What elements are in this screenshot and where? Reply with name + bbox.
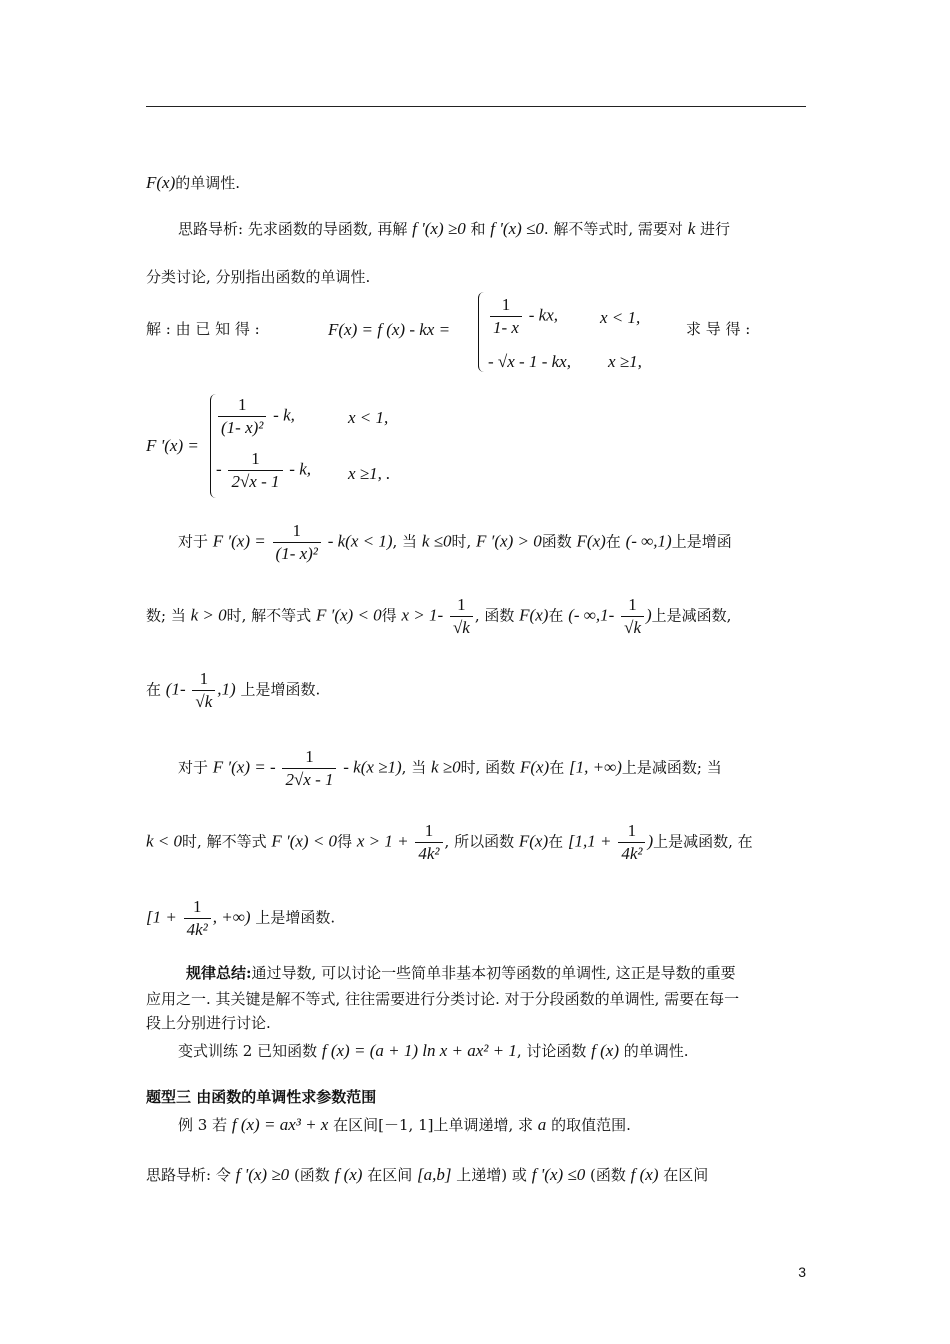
math: x > 1- bbox=[401, 605, 444, 625]
text: , 所以函数 bbox=[444, 832, 515, 851]
text: 段上分别进行讨论. bbox=[146, 1014, 271, 1032]
num: 1 bbox=[450, 594, 473, 617]
header-rule bbox=[146, 106, 806, 107]
fraction bbox=[273, 520, 321, 565]
text: 时, 函数 bbox=[460, 758, 516, 777]
math: ) bbox=[646, 605, 652, 625]
text: 时, 解不等式 bbox=[182, 832, 267, 851]
math: (- ∞,1) bbox=[625, 531, 672, 551]
math: x < 1, bbox=[348, 408, 389, 427]
text: , 讨论函数 bbox=[516, 1042, 587, 1060]
deriv-case-1-cond bbox=[348, 408, 388, 428]
fraction bbox=[218, 394, 266, 439]
line-3 bbox=[146, 266, 370, 287]
text: 在区间[－1, 1]上单调递增, 求 bbox=[333, 1116, 534, 1134]
deriv-lhs bbox=[146, 436, 199, 456]
den: 4k² bbox=[418, 844, 440, 863]
last-line bbox=[146, 1164, 708, 1185]
para-5 bbox=[146, 820, 753, 865]
math: f '(x) ≤0 bbox=[490, 219, 544, 238]
math: F ′(x) < 0 bbox=[315, 605, 382, 625]
text: 函数 bbox=[541, 532, 572, 551]
text: 通过导数, 可以讨论一些简单非基本初等函数的单调性, 这正是导数的重要 bbox=[251, 964, 736, 982]
section-title bbox=[146, 1086, 376, 1107]
math: f (x) = ax³ + x bbox=[231, 1115, 329, 1134]
text: 在区间 bbox=[367, 1166, 413, 1184]
math: f (x) bbox=[630, 1165, 659, 1184]
num: 1 bbox=[282, 746, 336, 769]
text: 时, 解不等式 bbox=[226, 606, 312, 625]
fraction bbox=[618, 820, 645, 865]
para-1 bbox=[178, 520, 732, 565]
math: a bbox=[537, 1115, 547, 1134]
math-Fx: F(x) bbox=[146, 173, 176, 192]
num: 1 bbox=[184, 896, 211, 919]
text: 例 3 若 bbox=[178, 1116, 228, 1134]
text: 在 bbox=[548, 832, 564, 851]
case-2 bbox=[488, 352, 571, 372]
solution-lead bbox=[146, 318, 260, 339]
math: F(x) bbox=[518, 831, 549, 851]
text: 上是增函数. bbox=[255, 908, 336, 927]
case-1 bbox=[488, 294, 558, 339]
case-1-cond bbox=[600, 308, 640, 328]
text: 在 bbox=[146, 680, 162, 699]
para-6 bbox=[146, 896, 335, 941]
den: √k bbox=[452, 618, 470, 637]
math: - k(x ≥1) bbox=[343, 757, 402, 777]
math: x < 1, bbox=[600, 308, 641, 327]
math: x ≥1, bbox=[608, 352, 642, 371]
summary-line-3 bbox=[146, 1012, 271, 1033]
text: 上是减函数, 在 bbox=[653, 832, 753, 851]
math: f (x) bbox=[591, 1041, 620, 1060]
page-number: 3 bbox=[798, 1264, 806, 1280]
math: F ′(x) = - bbox=[212, 757, 276, 777]
line-2 bbox=[178, 218, 730, 239]
text: 得 bbox=[337, 832, 353, 851]
deriv-case-1 bbox=[216, 394, 295, 439]
math: F ′(x) = bbox=[212, 531, 266, 551]
fraction bbox=[450, 594, 473, 639]
brace bbox=[478, 292, 485, 372]
fraction bbox=[184, 896, 211, 941]
text: , 函数 bbox=[474, 606, 515, 625]
den: 1- x bbox=[493, 318, 519, 337]
fraction bbox=[490, 294, 522, 339]
text: 的单调性. bbox=[175, 174, 241, 192]
math: k ≥0 bbox=[431, 757, 461, 777]
solution-lhs bbox=[328, 320, 450, 340]
math: - kx, bbox=[528, 305, 559, 325]
exercise-2 bbox=[178, 1040, 689, 1061]
den: √k bbox=[195, 692, 213, 711]
text: 的取值范围. bbox=[551, 1116, 631, 1134]
den: (1- x)² bbox=[221, 418, 264, 437]
text: 上是减函数; 当 bbox=[621, 758, 722, 777]
text: 上是增函数. bbox=[240, 680, 321, 699]
math: F(x) bbox=[576, 531, 606, 551]
text: , 当 bbox=[392, 532, 418, 551]
text: 上递增) 或 bbox=[456, 1166, 527, 1184]
math: - k, bbox=[273, 405, 295, 425]
den: √k bbox=[624, 618, 641, 637]
math: F ′(x) < 0 bbox=[271, 831, 338, 851]
num: 1 bbox=[618, 820, 645, 843]
math: f '(x) ≥0 bbox=[235, 1165, 290, 1184]
example-3 bbox=[178, 1114, 631, 1135]
math: x ≥1, . bbox=[348, 464, 391, 483]
math: [1 + bbox=[146, 907, 177, 927]
math: - √x - 1 - kx, bbox=[488, 352, 571, 371]
text: 变式训练 2 已知函数 bbox=[178, 1042, 318, 1060]
text: 思路导析: 先求函数的导函数, 再解 bbox=[178, 220, 408, 238]
den: 4k² bbox=[186, 920, 208, 939]
math: - k, bbox=[289, 459, 311, 479]
deriv-case-2-cond bbox=[348, 464, 390, 484]
math: F(x) bbox=[519, 757, 550, 777]
text: 的单调性. bbox=[623, 1042, 689, 1060]
math: [1, +∞) bbox=[569, 757, 622, 777]
heading: 题型三 由函数的单调性求参数范围 bbox=[146, 1088, 377, 1106]
text: 在 bbox=[605, 532, 621, 551]
line-1 bbox=[146, 172, 240, 193]
text: 在区间 bbox=[663, 1166, 709, 1184]
num: 1 bbox=[273, 520, 321, 543]
text: . 解不等式时, 需要对 bbox=[543, 220, 683, 238]
text: , 当 bbox=[401, 758, 427, 777]
math: , +∞) bbox=[212, 907, 251, 927]
text: 和 bbox=[470, 220, 486, 238]
den: (1- x)² bbox=[275, 544, 318, 563]
fraction bbox=[192, 668, 215, 713]
math: F '(x) = bbox=[146, 436, 199, 455]
fraction bbox=[415, 820, 442, 865]
text: 思路导析: 令 bbox=[146, 1166, 231, 1184]
math: F ′(x) > 0 bbox=[476, 531, 542, 551]
math: f (x) = (a + 1) ln x + ax² + 1 bbox=[321, 1041, 517, 1060]
math: (1- bbox=[165, 679, 186, 699]
math: ,1) bbox=[217, 679, 236, 699]
text: 数; 当 bbox=[146, 606, 186, 625]
num: 1 bbox=[218, 394, 266, 417]
text: 在 bbox=[549, 758, 565, 777]
para-4 bbox=[178, 746, 722, 791]
deriv-case-2 bbox=[216, 448, 311, 493]
text: 应用之一. 其关键是解不等式, 往往需要进行分类讨论. 对于分段函数的单调性, 需要在每一 bbox=[146, 990, 740, 1008]
solution-tail bbox=[686, 318, 750, 339]
math: (- ∞,1- bbox=[568, 605, 615, 625]
num: 1 bbox=[228, 448, 282, 471]
summary-label: 规律总结: bbox=[186, 964, 252, 982]
math: f '(x) ≥0 bbox=[412, 219, 466, 238]
summary-line-1 bbox=[186, 962, 736, 983]
math: ) bbox=[647, 831, 654, 851]
para-2 bbox=[146, 594, 731, 639]
math: F(x) bbox=[519, 605, 549, 625]
text: (函数 bbox=[293, 1166, 330, 1184]
math: F(x) = f (x) - kx = bbox=[328, 320, 451, 339]
text: (函数 bbox=[590, 1166, 626, 1184]
fraction bbox=[228, 448, 282, 493]
text: 得 bbox=[381, 606, 397, 625]
text: 时, bbox=[451, 532, 472, 551]
math: [1,1 + bbox=[567, 831, 612, 851]
math: f (x) bbox=[334, 1165, 363, 1184]
math: - k(x < 1) bbox=[327, 531, 393, 551]
text: 在 bbox=[548, 606, 564, 625]
para-3 bbox=[146, 668, 320, 713]
text: 解 : 由 已 知 得 : bbox=[146, 320, 260, 338]
text: 上是减函数, bbox=[651, 606, 732, 625]
math: k bbox=[687, 219, 696, 238]
case-2-cond bbox=[608, 352, 642, 372]
math: [a,b] bbox=[417, 1165, 452, 1184]
num: 1 bbox=[415, 820, 442, 843]
math: k < 0 bbox=[146, 831, 183, 851]
math: - bbox=[216, 459, 222, 479]
text: 对于 bbox=[178, 758, 209, 777]
text: 分类讨论, 分别指出函数的单调性. bbox=[146, 268, 371, 286]
math: k ≤0 bbox=[421, 531, 452, 551]
fraction bbox=[621, 594, 644, 639]
num: 1 bbox=[621, 594, 644, 617]
text: 求 导 得 : bbox=[686, 320, 751, 338]
den: 4k² bbox=[621, 844, 643, 863]
den: 2√x - 1 bbox=[285, 770, 334, 789]
text: 对于 bbox=[178, 532, 209, 551]
num: 1 bbox=[490, 294, 522, 317]
math: f '(x) ≤0 bbox=[531, 1165, 586, 1184]
den: 2√x - 1 bbox=[231, 472, 280, 491]
math: k > 0 bbox=[190, 605, 227, 625]
text: 上是增函 bbox=[671, 532, 732, 551]
fraction bbox=[282, 746, 336, 791]
num: 1 bbox=[192, 668, 215, 691]
summary-line-2 bbox=[146, 988, 739, 1009]
text: 进行 bbox=[700, 220, 731, 238]
math: x > 1 + bbox=[356, 831, 409, 851]
